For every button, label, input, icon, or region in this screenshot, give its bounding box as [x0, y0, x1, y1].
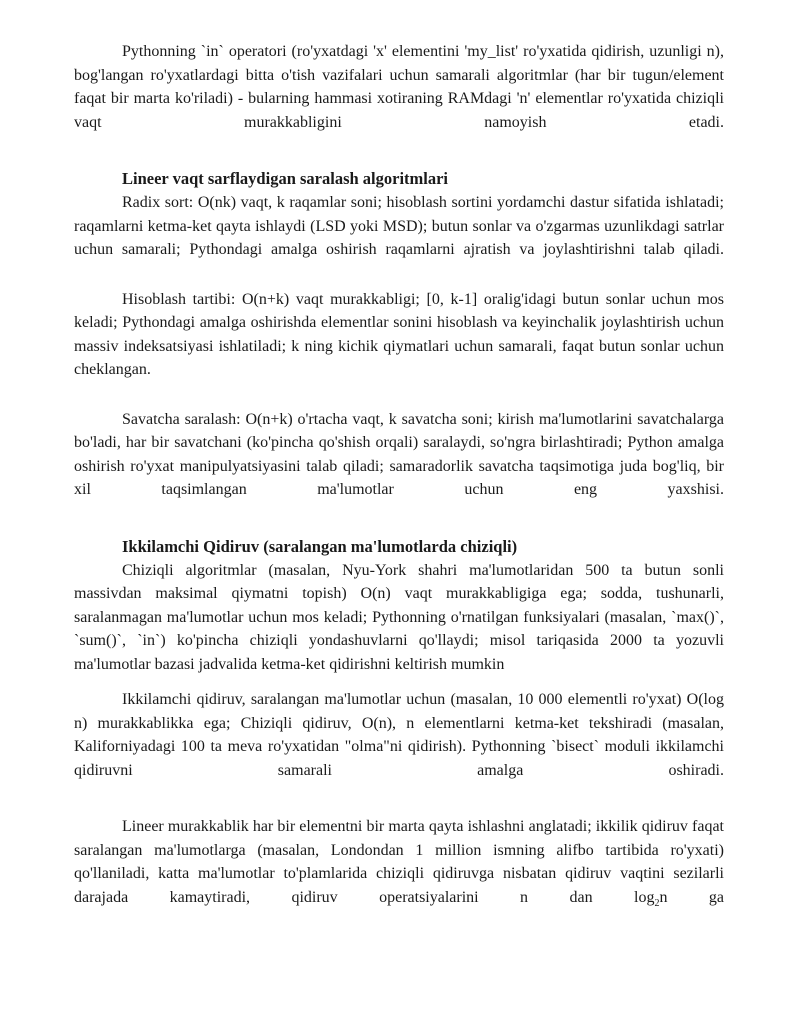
paragraph-bucket-sort: Savatcha saralash: O(n+k) o'rtacha vaqt, k savatcha soni; kirish ma'lumotlarini savatchalarga bo'ladi, har bir savatchani (ko'pincha qo'shish orqali) saralaydi, so'ngra birlashtiradi; Python amalga oshirish ro'yxat manipulyatsiyasini talab qiladi; samaradorlik savatcha taqsimotiga juda bog'liq, bir xil taqsimlangan ma'lumotlar uchun eng yaxshisi. [74, 410, 724, 498]
paragraph-linear-algorithms: Chiziqli algoritmlar (masalan, Nyu-York shahri ma'lumotlaridan 500 ta butun sonli massivdan maksimal qiymatni topish) O(n) vaqt murakkabligiga ega; sodda, tushunarli, saralanmagan ma'lumotlar uchun mos keladi; Pythonning o'rnatilgan funksiyalari (masalan, `max()`, `sum()`, `in`) ko'pincha chiziqli yondashuvlarni qo'llaydi; misol tariqasida 2000 ta yozuvli ma'lumotlar bazasi jadvalida ketma-ket qidirishni keltirish mumkin [74, 561, 724, 673]
spacer [74, 382, 724, 408]
document-page [74, 40, 724, 909]
spacer [74, 782, 724, 815]
spacer [74, 676, 724, 688]
paragraph-radix-sort: Radix sort: O(nk) vaqt, k raqamlar soni; hisoblash sortini yordamchi dastur sifatida ishlatadi; raqamlarni ketma-ket qayta ishlaydi (LSD yoki MSD); butun sonlar va o'zgarmas uzunlikdagi satrlar uchun samarali; Pythondagi amalga oshirish raqamlarni ajratish va joylashtirishni talab qiladi. [74, 194, 724, 258]
paragraph-text: Lineer murakkablik har bir elementni bir marta qayta ishlashni anglatadi; ikkilik qidiruv faqat saralangan ma'lumotlarga (masalan, Londondan 1 million ismning alifbo tartibida ro'yxati) qo'llaniladi, katta ma'lumotlar to'plamlarida chiziqli qidiruvga nisbatan qidiruv vaqtini sezilarli darajada kamaytiradi, qidiruv operatsiyalarini n dan log [74, 818, 724, 906]
paragraph-in-operator: Pythonning `in` operatori (ro'yxatdagi 'x' elementini 'my_list' ro'yxatida qidirish, uzunligi n), bog'langan ro'yxatlardagi bitta o'tish vazifalari uchun samarali algoritmlar (har bir tugun/element faqat bir marta ko'riladi) - bularning hammasi xotiraning RAMdagi 'n' elementlar ro'yxatida chiziqli vaqt murakkabligini namoyish etadi. [74, 43, 724, 131]
heading-binary-search: Ikkilamchi Qidiruv (saralangan ma'lumotlarda chiziqli) [122, 536, 518, 556]
log-base-subscript: 2 [654, 897, 660, 909]
paragraph-binary-search-complexity: Ikkilamchi qidiruv, saralangan ma'lumotlar uchun (masalan, 10 000 elementli ro'yxat) O(log n) murakkablikka ega; Chiziqli qidiruv, O(n), n elementlarni ketma-ket tekshiradi (masalan, Kaliforniyadagi 100 ta meva ro'yxatidan "olma"ni qidirish). Pythonning `bisect` moduli ikkilamchi qidiruvni samarali amalga oshiradi. [74, 691, 724, 779]
heading-linear-sorting: Lineer vaqt sarflaydigan saralash algoritmlari [122, 169, 449, 188]
spacer [74, 502, 724, 535]
spacer [74, 134, 724, 167]
paragraph-linear-complexity [74, 815, 724, 909]
paragraph-counting-sort: Hisoblash tartibi: O(n+k) vaqt murakkabligi; [0, k-1] oralig'idagi butun sonlar uchun mos keladi; Pythondagi amalga oshirishda elementlar sonini hisoblash va keyinchalik joylashtirish uchun massiv indeksatsiyasi ishlatiladi; k ning kichik qiymatlari uchun samarali, faqat butun sonlar uchun cheklangan. [74, 290, 724, 378]
paragraph-text-end: n ga [659, 888, 725, 906]
spacer [74, 262, 724, 288]
